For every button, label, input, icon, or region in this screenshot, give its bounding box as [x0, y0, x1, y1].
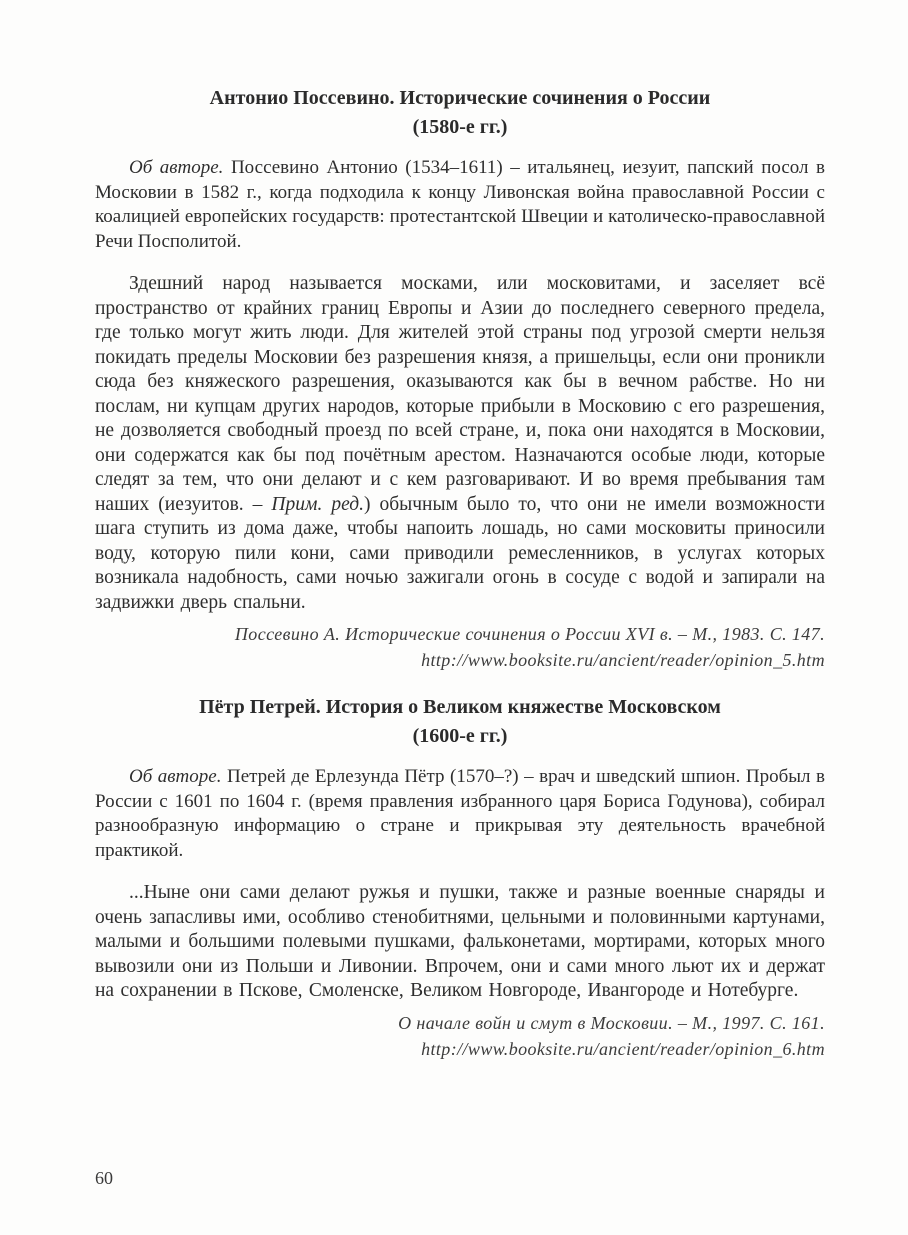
- about-author-text: Поссевино Антонио (1534–1611) – итальянец, иезуит, папский посол в Московии в 1582 г., когда подходила к концу Ливонская война православной России с коалицией европейских государств: протестантской Швеции и католическо-православной Речи Посполитой.: [95, 157, 825, 252]
- excerpt-possevino: [95, 84, 825, 673]
- heading-title: Пётр Петрей. История о Великом княжестве Московском: [199, 696, 721, 718]
- about-author-text: Петрей де Ерлезунда Пётр (1570–?) – врач и шведский шпион. Пробыл в России с 1601 по 1604 г. (время правления избранного царя Бориса Годунова), собирал разнообразную информацию о стране и прикрывая эту деятельность врачебной практикой.: [95, 766, 825, 861]
- source-reference: О начале войн и смут в Московии. – М., 1997. С. 161.: [398, 1012, 825, 1033]
- excerpt-body-part1: Здешний народ называется москами, или московитами, и заселяет всё пространство от крайних границ Европы и Азии до последнего северного предела, где только могут жить люди. Для жителей этой страны под угрозой смерти нельзя покидать пределы Московии без разрешения князя, а пришельцы, если они проникли сюда без княжеского разрешения, оказываются как бы в вечном рабстве. Но ни послам, ни купцам других народов, которые прибыли в Московию с его разрешения, не дозволяется свободный проезд по всей стране, и, пока они находятся в Московии, они содержатся как бы под почётным арестом. Назначаются особые люди, которые следят за тем, что они делают и с кем разговаривают. И во время пребывания там наших (иезуитов. –: [95, 273, 825, 515]
- source-url: http://www.booksite.ru/ancient/reader/opinion_6.htm: [421, 1038, 825, 1059]
- excerpt-body-part2: ) обычным было то, что они не имели возможности шага ступить из дома даже, чтобы напоить лошадь, но сами московиты приносили воду, которую пили кони, сами приводили ремесленников, в услугах которых возникала надобность, сами ночью зажигали огонь в сосуде с водой и запирали на задвижки дверь спальни.: [95, 493, 825, 613]
- excerpt-body-paragraph: [95, 272, 825, 615]
- source-reference: Поссевино А. Исторические сочинения о России XVI в. – М., 1983. С. 147.: [234, 624, 825, 644]
- about-author-paragraph: [95, 765, 825, 863]
- heading-years: (1580-е гг.): [412, 116, 508, 138]
- excerpt-body-part1: ...Ныне они сами делают ружья и пушки, также и разные военные снаряды и очень запасливы ими, особливо стенобитнями, цельными и половинными картунами, малыми и большими полевыми пушками, фальконетами, мортирами, которых много вывозили они из Польши и Ливонии. Впрочем, они и сами много льют их и держат на сохранении в Пскове, Смоленске, Великом Новгороде, Ивангороде и Нотебурге.: [95, 882, 825, 1001]
- about-author-label: Об авторе.: [129, 157, 224, 178]
- source-citation: [95, 1010, 825, 1062]
- section-heading: [95, 693, 825, 751]
- excerpt-petrey: [95, 693, 825, 1062]
- heading-years: (1600-е гг.): [412, 725, 508, 747]
- editor-note: Прим. ред.: [271, 493, 364, 515]
- source-url: http://www.booksite.ru/ancient/reader/opinion_5.htm: [421, 650, 825, 670]
- section-heading: [95, 84, 825, 142]
- source-citation: [95, 621, 825, 673]
- about-author-paragraph: [95, 156, 825, 254]
- excerpt-body-paragraph: [95, 881, 825, 1004]
- heading-title: Антонио Поссевино. Исторические сочинения о России: [209, 87, 711, 109]
- about-author-label: Об авторе.: [129, 766, 222, 787]
- page-number: 60: [95, 1168, 113, 1188]
